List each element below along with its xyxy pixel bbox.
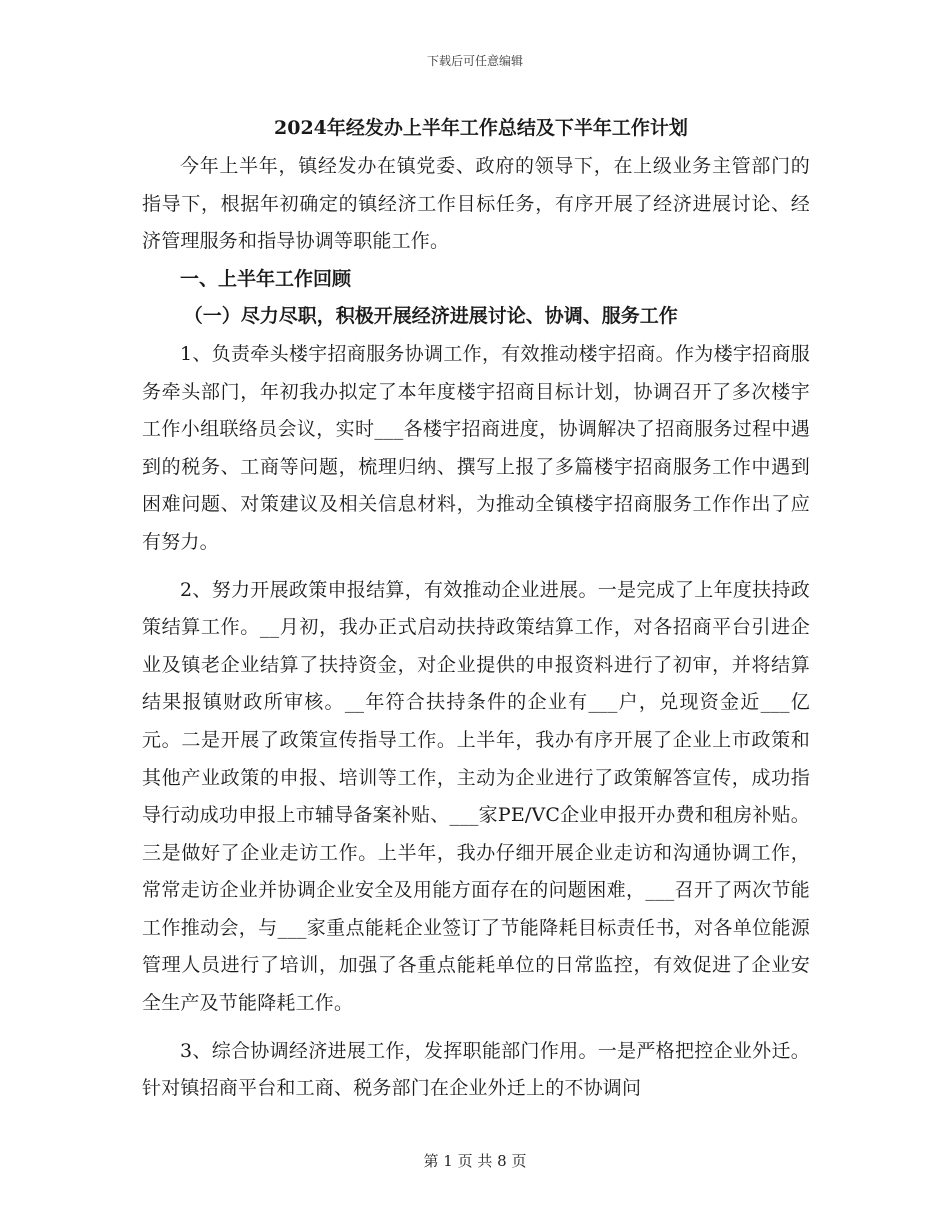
- page-footer-page-number: 第 1 页 共 8 页: [423, 1152, 527, 1170]
- document-title: 2024年经发办上半年工作总结及下半年工作计划: [274, 117, 688, 139]
- section-heading: 一、上半年工作回顾: [180, 267, 352, 290]
- page-header-note: 下载后可任意编辑: [426, 54, 523, 68]
- document-body: [142, 108, 810, 1108]
- body-paragraph-2: 2、努力开展政策申报结算，有效推动企业进展。一是完成了上年度扶持政策结算工作。__月初，我办正式启动扶持政策结算工作，对各招商平台引进企业及镇老企业结算了扶持资金，对企业提供的申报资料进行了初审，并将结算结果报镇财政所审核。__年符合扶持条件的企业有___户，兑现资金近___亿元。二是开展了政策宣传指导工作。上半年，我办有序开展了企业上市政策和其他产业政策的申报、培训等工作，主动为企业进行了政策解答宣传，成功指导行动成功申报上市辅导备案补贴、___家PE/VC企业申报开办费和租房补贴。三是做好了企业走访工作。上半年，我办仔细开展企业走访和沟通协调工作，常常走访企业并协调企业安全及用能方面存在的问题困难，___召开了两次节能工作推动会，与___家重点能耗企业签订了节能降耗目标责任书，对各单位能源管理人员进行了培训，加强了各重点能耗单位的日常监控，有效促进了企业安全生产及节能降耗工作。: [142, 578, 810, 1015]
- subsection-heading: （一）尽力尽职，积极开展经济进展讨论、协调、服务工作: [183, 305, 678, 328]
- intro-paragraph: 今年上半年，镇经发办在镇党委、政府的领导下，在上级业务主管部门的指导下，根据年初确定的镇经济工作目标任务，有序开展了经济进展讨论、经济管理服务和指导协调等职能工作。: [142, 155, 810, 253]
- body-paragraph-3: 3、综合协调经济进展工作，发挥职能部门作用。一是严格把控企业外迁。针对镇招商平台和工商、税务部门在企业外迁上的不协调问: [142, 1039, 810, 1100]
- body-paragraph-1: 1、负责牵头楼宇招商服务协调工作，有效推动楼宇招商。作为楼宇招商服务牵头部门，年初我办拟定了本年度楼宇招商目标计划，协调召开了多次楼宇工作小组联络员会议，实时___各楼宇招商进度，协调解决了招商服务过程中遇到的税务、工商等问题，梳理归纳、撰写上报了多篇楼宇招商服务工作中遇到困难问题、对策建议及相关信息材料，为推动全镇楼宇招商服务工作作出了应有努力。: [142, 342, 810, 553]
